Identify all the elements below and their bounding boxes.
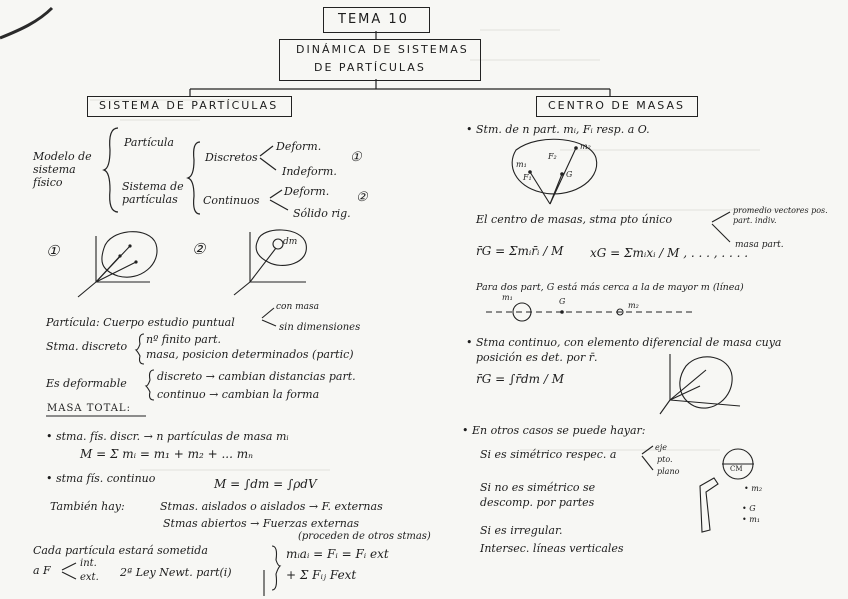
cada-particula: Cada partícula estará sometida (33, 544, 208, 557)
m-sum: M = Σ mᵢ = m₁ + m₂ + ... mₙ (80, 447, 253, 461)
continuo-cambio: continuo → cambian la forma (157, 388, 320, 401)
line-m1: m₁ (502, 293, 513, 302)
number-2: ② (356, 190, 368, 205)
topic-title-line1: DINÁMICA DE SISTEMAS (296, 43, 469, 56)
tambien: También hay: (50, 500, 125, 513)
deform2-label: Deform. (284, 185, 330, 198)
rg-int: r̄G = ∫r̄dm / M (476, 372, 565, 386)
cm-label: CM (730, 465, 743, 473)
line-g: G (559, 297, 566, 306)
ext-label: ext. (80, 572, 99, 583)
particula-def: Partícula: Cuerpo estudio puntual (46, 316, 235, 329)
deform1-label: Deform. (276, 140, 322, 153)
posicion: posición es det. por r̄. (476, 351, 598, 364)
stma-discreto: Stma. discreto (46, 340, 128, 353)
eq1: mᵢaᵢ = Fᵢ = Fᵢ ext (286, 547, 389, 561)
int-label: int. (80, 558, 97, 569)
con-masa: con masa (276, 302, 320, 312)
left-section-title: SISTEMA DE PARTÍCULAS (99, 99, 279, 112)
sin-dim: sin dimensiones (279, 322, 361, 333)
line-m2: m₂ (628, 301, 639, 310)
indeform-label: Indeform. (282, 165, 337, 178)
pto-label: pto. (657, 455, 673, 464)
eje-label: eje (655, 443, 667, 452)
stm-n: • Stm. de n part. mᵢ, Fᵢ resp. a O. (466, 123, 650, 136)
para-dos: Para dos part, G está más cerca a la de mayor m (línea) (476, 282, 744, 293)
xg-formula: xG = Σmᵢxᵢ / M , . . . , . . . . (590, 246, 749, 260)
masa-pos: masa, posicion determinados (partic) (146, 348, 354, 361)
g-point: • G (742, 504, 756, 513)
stma-fis-discr: • stma. fís. discr. → n partículas de masa mᵢ (46, 430, 289, 443)
abiertos: Stmas abiertos → Fuerzas externas (163, 517, 360, 530)
stma-cont-right: • Stma continuo, con elemento diferencial de masa cuya (466, 336, 782, 349)
proced: (proceden de otros stmas) (298, 531, 431, 542)
number-1: ① (350, 150, 362, 165)
sistema-label: Sistema de partículas (122, 180, 184, 206)
masa-part: masa part. (735, 240, 784, 250)
simetrico: Si es simétrico respec. a (480, 448, 617, 461)
modelo-label: Modelo de sistema físico (33, 150, 92, 189)
fig1-number: ① (46, 242, 60, 260)
aislados: Stmas. aislados o aislados → F. externas (160, 500, 383, 513)
eq2: + Σ Fᵢⱼ Fext (286, 568, 357, 582)
promedio: promedio vectores pos. part. indiv. (733, 206, 828, 225)
a-f: a F (33, 564, 51, 577)
no-simetrico: Si no es simétrico se descomp. por partes (480, 481, 596, 509)
fig-label-m2: m₂ (580, 142, 591, 151)
fig-label-m1: m₁ (516, 160, 527, 169)
continuos-label: Continuos (203, 194, 260, 207)
fig2-number: ② (192, 240, 206, 258)
topic-title-line2: DE PARTÍCULAS (314, 61, 426, 74)
rg-formula: r̄G = Σmᵢr̄ᵢ / M (476, 244, 564, 258)
otros-casos: • En otros casos se puede hayar: (462, 424, 646, 437)
intersec: Intersec. líneas verticales (480, 542, 624, 555)
right-section-title: CENTRO DE MASAS (548, 99, 686, 112)
es-deformable: Es deformable (46, 377, 127, 390)
discretos-label: Discretos (205, 151, 258, 164)
m2-point: • m₂ (744, 484, 763, 493)
tema-title: TEMA 10 (338, 12, 409, 27)
m1-point: • m₁ (742, 515, 761, 524)
ley-newton: 2ª Ley Newt. part(i) (120, 566, 232, 579)
finito: nº finito part. (146, 333, 222, 346)
m-int: M = ∫dm = ∫ρdV (214, 477, 317, 491)
fig2-dm-label: dm (283, 237, 298, 247)
centro-def: El centro de masas, stma pto único (476, 213, 673, 226)
fig-label-g: G (566, 170, 573, 179)
discreto-cambio: discreto → cambian distancias part. (157, 370, 356, 383)
plano-label: plano (657, 467, 680, 476)
masa-total-heading: MASA TOTAL: (47, 403, 131, 414)
fig-label-f2: F₂ (548, 152, 557, 161)
stma-cont-left: • stma fís. continuo (46, 472, 156, 485)
irregular: Si es irregular. (480, 524, 563, 537)
particula-label: Partícula (124, 136, 174, 149)
fig-label-f1: F₁ (523, 173, 532, 182)
solido-label: Sólido rig. (293, 207, 351, 220)
